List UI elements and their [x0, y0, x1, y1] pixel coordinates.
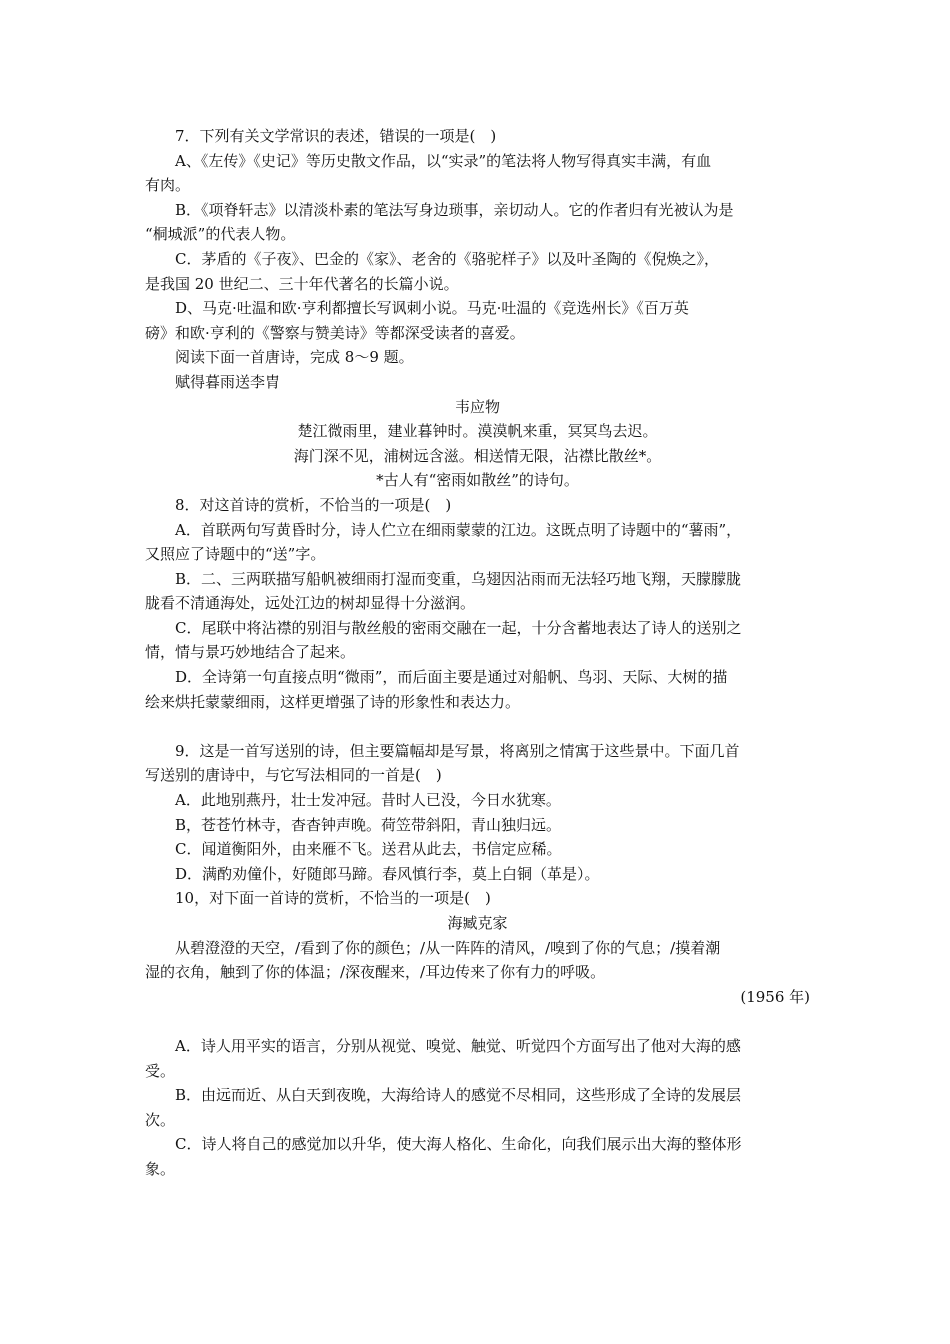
question-9-option-a: A．此地别燕丹，壮士发冲冠。昔时人已没，今日水犹寒。	[175, 791, 561, 810]
question-10-option-c-line1: C．诗人将自己的感觉加以升华，使大海人格化、生命化，向我们展示出大海的整体形	[175, 1135, 742, 1154]
question-8-option-a-line1: A．首联两句写黄昏时分，诗人伫立在细雨蒙蒙的江边。这既点明了诗题中的“薯雨”，	[175, 520, 742, 539]
poem-footnote: *古人有“密雨如散丝”的诗句。	[376, 471, 579, 490]
question-10-option-c-line2: 象。	[145, 1159, 176, 1178]
question-7-option-c-line2: 是我国 20 世纪二、三十年代著名的长篇小说。	[145, 274, 459, 293]
question-7-stem: 7．下列有关文学常识的表述，错误的一项是( )	[175, 127, 497, 145]
modern-poem-date: (1956 年)	[740, 987, 810, 1006]
poem-author: 韦应物	[454, 397, 500, 416]
question-10-stem: 10，对下面一首诗的赏析，不恰当的一项是( )	[175, 889, 491, 908]
question-8-option-a-line2: 又照应了诗题中的“送”字。	[145, 545, 326, 564]
question-7-option-c-line1: C．茅盾的《子夜》、巴金的《家》、老舍的《骆驼样子》以及叶圣陶的《倪焕之》，	[175, 249, 719, 268]
spacer	[145, 714, 810, 739]
document-body	[145, 124, 810, 1182]
modern-poem-line2: 湿的衣角，触到了你的体温；/深夜醒来，/耳边传来了你有力的呼吸。	[145, 963, 606, 982]
question-7-option-a-line2: 有肉。	[145, 176, 191, 195]
question-10-option-a-line2: 受。	[145, 1061, 176, 1080]
question-8-option-c-line1: C．尾联中将沾襟的别泪与散丝般的密雨交融在一起，十分含蓄地表达了诗人的送别之	[175, 618, 742, 637]
question-8-option-d-line2: 绘来烘托蒙蒙细雨，这样更增强了诗的形象性和表达力。	[145, 692, 521, 711]
reading-instruction: 阅读下面一首唐诗，完成 8～9 题。	[175, 348, 414, 367]
question-7-option-d-line1: D、马克·吐温和欧·亨利都擅长写讽刺小说。马克·吐温的《竞选州长》《百万英	[175, 299, 689, 318]
poem-title: 赋得暮雨送李胄	[175, 372, 281, 391]
question-7-option-b-line2: “桐城派”的代表人物。	[145, 225, 296, 244]
question-10-option-a-line1: A．诗人用平实的语言，分别从视觉、嗅觉、触觉、听觉四个方面写出了他对大海的感	[175, 1036, 741, 1055]
spacer	[145, 1009, 810, 1034]
question-9-stem-line2: 写送别的唐诗中，与它写法相同的一首是( )	[145, 766, 442, 785]
question-8-option-b-line1: B．二、三两联描写船帆被细雨打湿而变重，乌翅因沾雨而无法轻巧地飞翔，天朦朦胧	[175, 569, 742, 588]
question-7-option-b-line1: B．《项脊轩志》以清淡朴素的笔法写身边琐事，亲切动人。它的作者归有光被认为是	[175, 200, 734, 219]
question-9-option-c: C．闻道衡阳外，由来雁不飞。送君从此去，书信定应稀。	[175, 840, 562, 859]
question-10-option-b-line1: B．由远而近、从白天到夜晚，大海给诗人的感觉不尽相同，这些形成了全诗的发展层	[175, 1086, 742, 1105]
question-9-stem-line1: 9．这是一首写送别的诗，但主要篇幅却是写景，将离别之情寓于这些景中。下面几首	[175, 741, 740, 760]
question-9-option-b: B，苍苍竹林寺，杳杳钟声晚。荷笠带斜阳，青山独归远。	[175, 815, 562, 834]
poem-line-2: 海门深不见，浦树远含滋。相送情无限，沾襟比散丝*。	[293, 446, 662, 465]
question-8-option-b-line2: 胧看不清通海处，远处江边的树却显得十分滋润。	[145, 594, 476, 613]
question-7-option-a-line1: A、《左传》《史记》等历史散文作品，以“实录”的笔法将人物写得真实丰满，有血	[175, 151, 712, 170]
question-8-option-d-line1: D．全诗第一句直接点明“微雨”，而后面主要是通过对船帆、鸟羽、天际、大树的描	[175, 668, 728, 687]
question-7-option-d-line2: 磅》和欧·亨利的《警察与赞美诗》等都深受读者的喜爱。	[145, 323, 525, 342]
poem-line-1: 楚江微雨里，建业暮钟时。漠漠帆来重，冥冥鸟去迟。	[297, 422, 658, 441]
question-8-stem: 8．对这首诗的赏析，不恰当的一项是( )	[175, 495, 452, 514]
question-8-option-c-line2: 情，情与景巧妙地结合了起来。	[145, 643, 356, 662]
question-9-option-d: D．满酌劝僮仆，好随郎马蹄。春风慎行李，莫上白铜（革是）。	[175, 864, 600, 883]
modern-poem-title: 海臧克家	[447, 914, 508, 932]
modern-poem-line1: 从碧澄澄的天空，/看到了你的颜色；/从一阵阵的清风，/嗅到了你的气息；/摸着潮	[175, 938, 721, 957]
question-10-option-b-line2: 次。	[145, 1110, 176, 1129]
